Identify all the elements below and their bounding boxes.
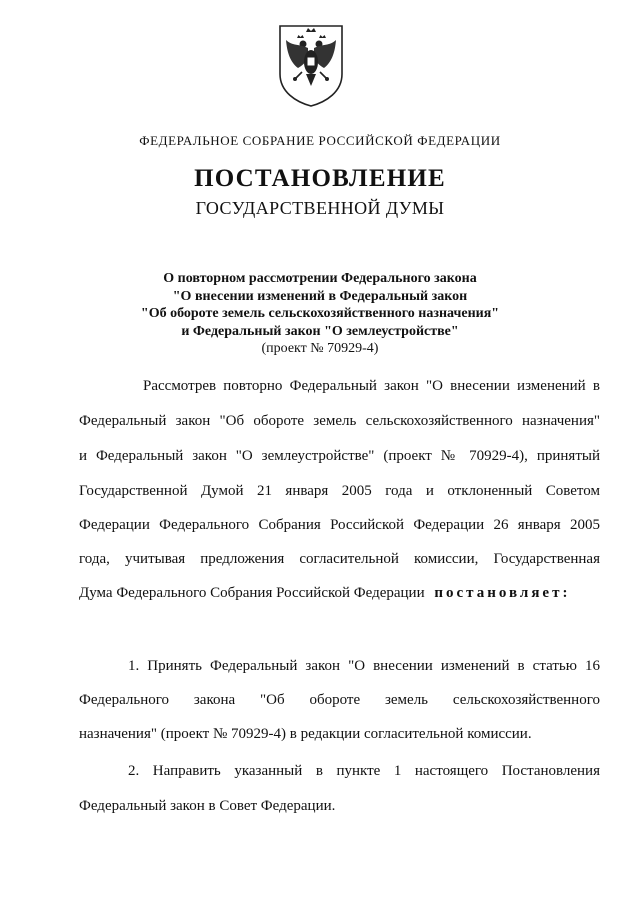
item-1-line: Федерального закона "Об обороте земель сельскохозяйственного — [79, 692, 600, 708]
item-1-line: назначения" (проект № 70929-4) в редакции согласительной комиссии. — [79, 726, 532, 742]
item-2-line: 2. Направить указанный в пункте 1 настоящего Постановления — [128, 763, 600, 779]
project-number: (проект № 70929-4) — [261, 341, 379, 356]
assembly-title: ФЕДЕРАЛЬНОЕ СОБРАНИЕ РОССИЙСКОЙ ФЕДЕРАЦИИ — [139, 133, 501, 148]
subject-line: "Об обороте земель сельскохозяйственного назначения" — [140, 306, 500, 321]
preamble-last-text: Дума Федерального Собрания Российской Федерации — [79, 585, 425, 601]
preamble-line: Федеральный закон "Об обороте земель сельскохозяйственного назначения" — [79, 413, 600, 429]
item-1-line: 1. Принять Федеральный закон "О внесении изменений в статью 16 — [128, 658, 600, 674]
preamble-line: Рассмотрев повторно Федеральный закон "О внесении изменений в — [143, 378, 600, 394]
resolves-word: постановляет: — [434, 585, 571, 601]
subject-line: "О внесении изменений в Федеральный закон — [172, 288, 468, 304]
document-type: ПОСТАНОВЛЕНИЕ — [194, 165, 446, 192]
preamble-line — [79, 585, 570, 602]
document-subject — [0, 270, 640, 358]
preamble-line: и Федеральный закон "О землеустройстве" (проект № 70929-4), принятый — [79, 448, 600, 464]
preamble-line: Государственной Думой 21 января 2005 года и отклоненный Советом — [79, 483, 600, 499]
issuer-title: ГОСУДАРСТВЕННОЙ ДУМЫ — [195, 198, 445, 218]
coat-of-arms-icon — [276, 22, 346, 108]
preamble-line: Федерации Федерального Собрания Российской Федерации 26 января 2005 — [79, 517, 600, 533]
preamble-line: года, учитывая предложения согласительной комиссии, Государственная — [79, 551, 600, 567]
item-2-line: Федеральный закон в Совет Федерации. — [79, 798, 336, 814]
subject-line: О повторном рассмотрении Федерального закона — [163, 271, 477, 286]
subject-line: и Федеральный закон "О землеустройстве" — [181, 323, 459, 339]
